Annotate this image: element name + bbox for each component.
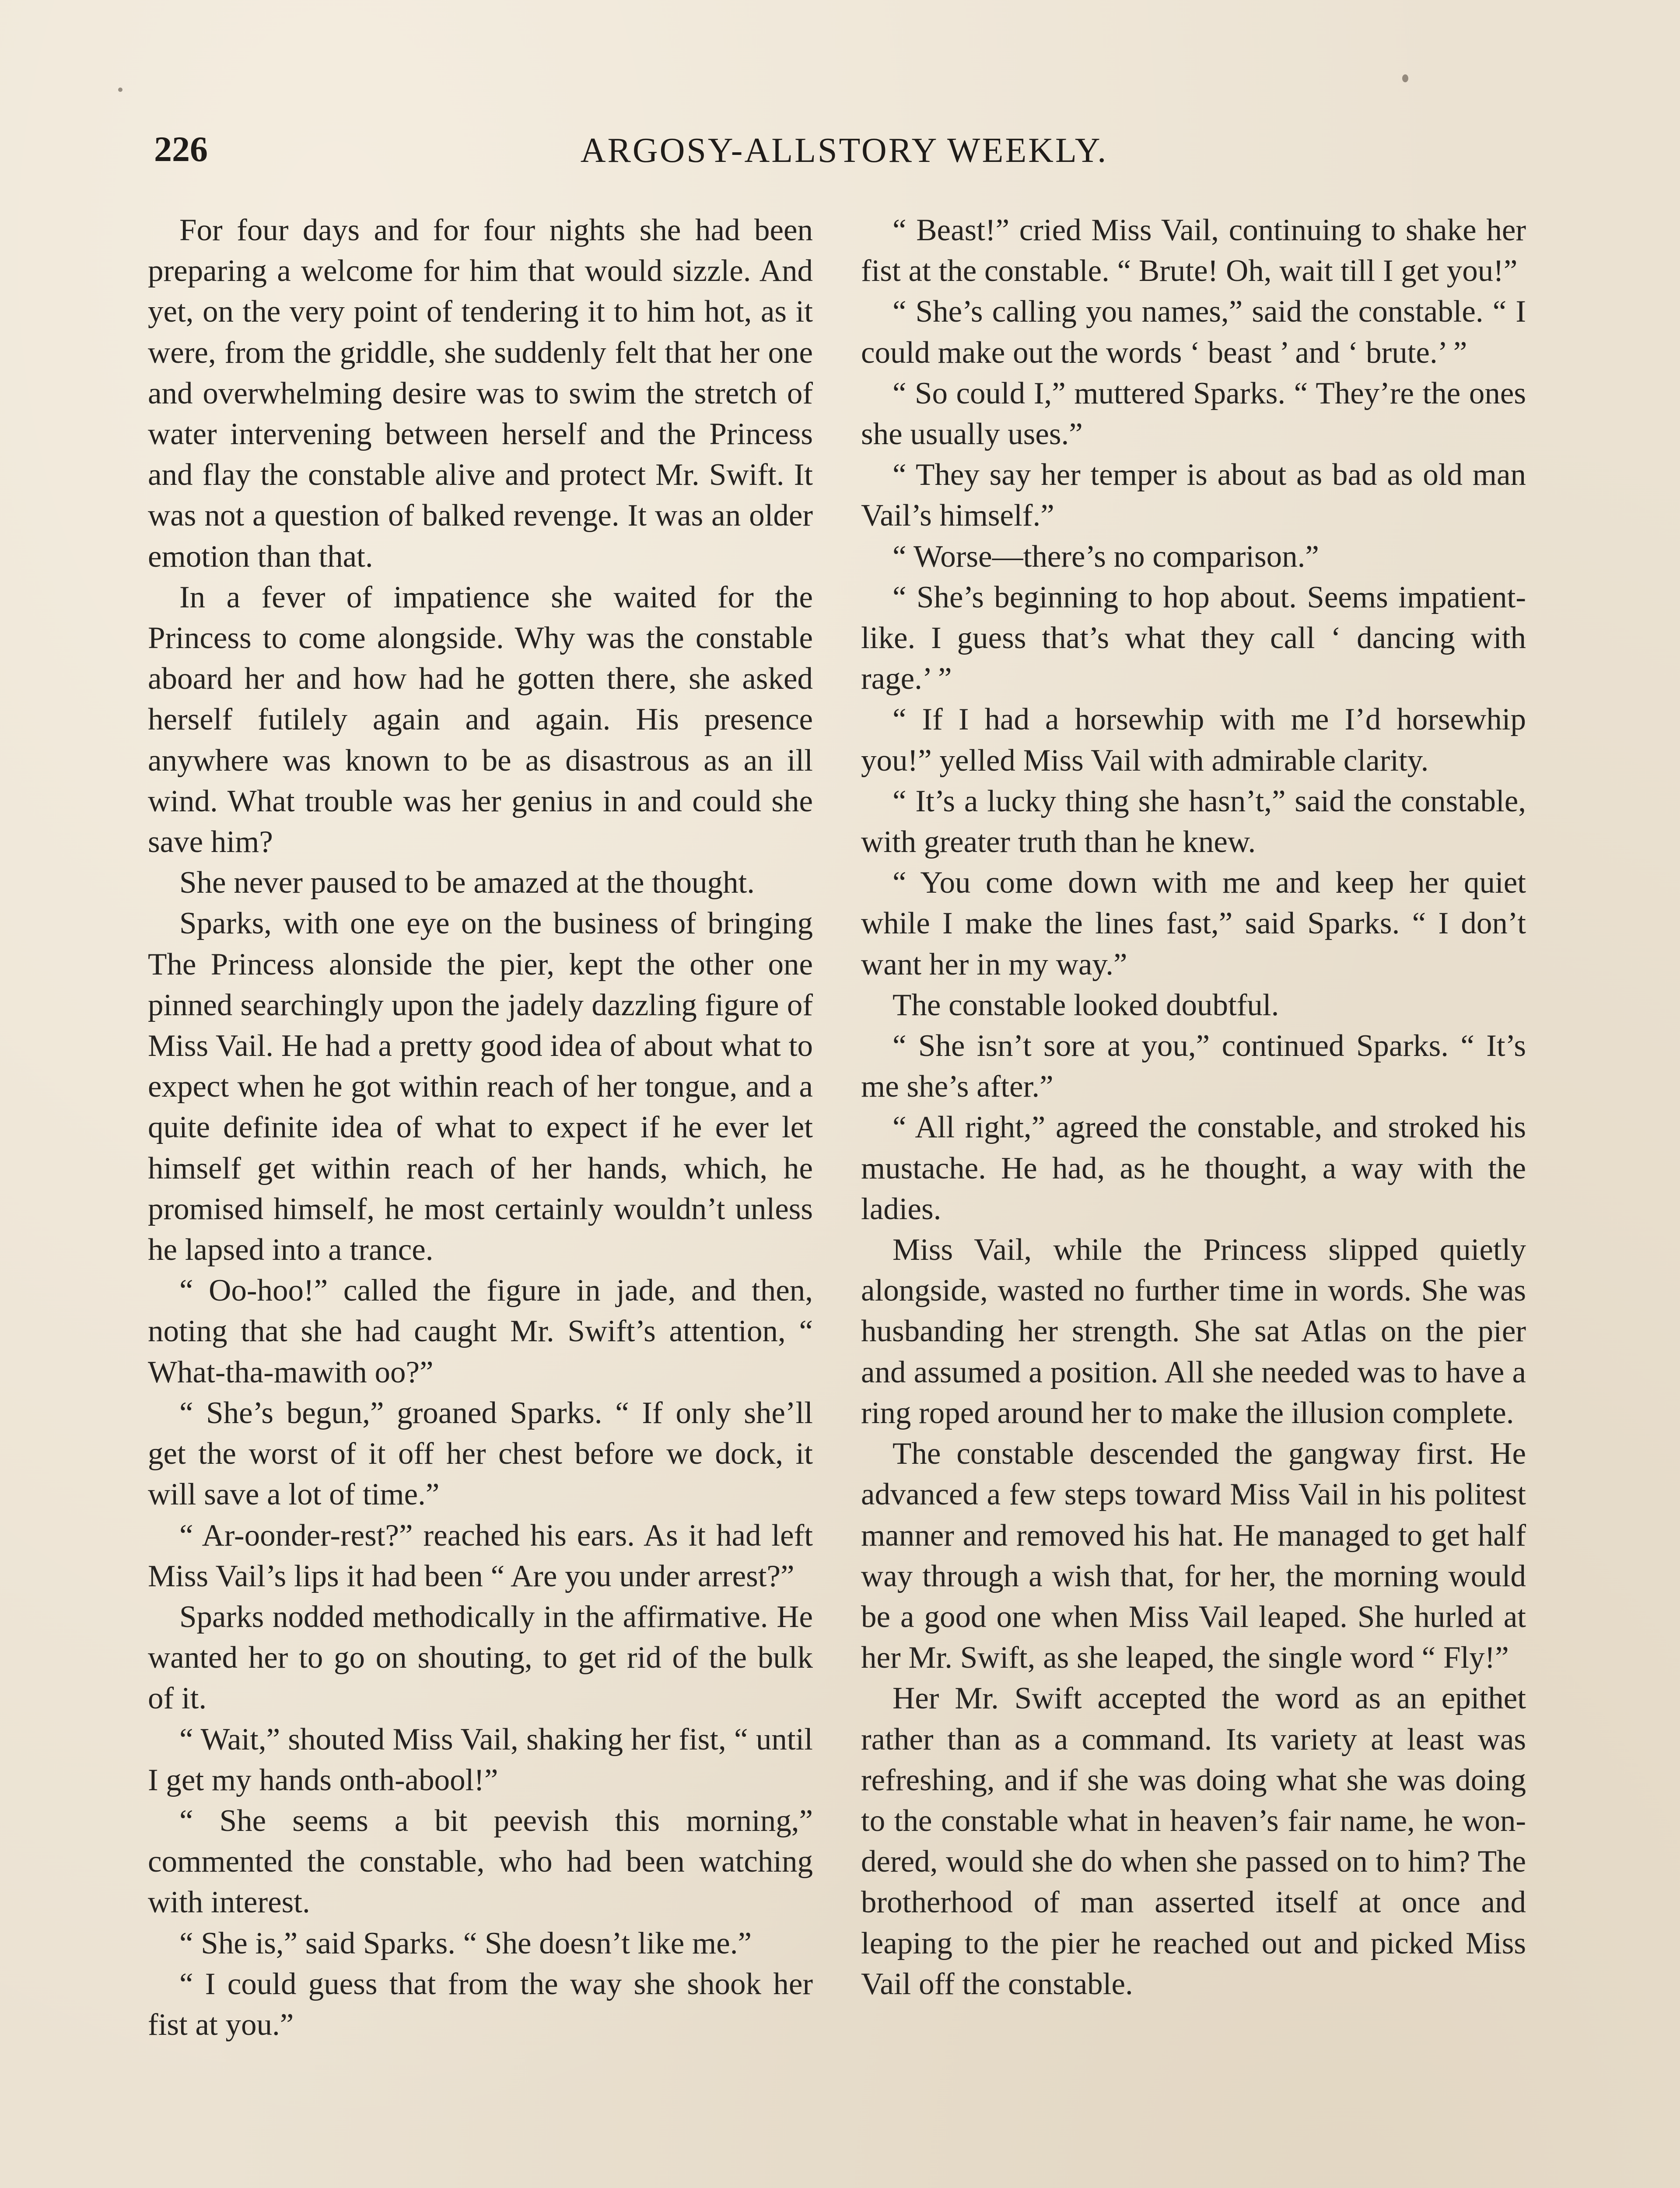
- paragraph: “ They say her temper is about as bad as old man Vail’s himself.”: [861, 458, 1526, 533]
- paper-speck: [118, 88, 122, 92]
- paragraph: “ It’s a lucky thing she hasn’t,” said the constable, with greater truth than he knew.: [861, 784, 1526, 859]
- paragraph: “ She isn’t sore at you,” continued Sparks. “ It’s me she’s after.”: [861, 1029, 1526, 1104]
- paragraph: Sparks, with one eye on the business of bringing The Princess alonside the pier, kept the other one pinned searchingly upon the jadely dazzling figure of Miss Vail. He had a pretty good idea of about what to expect when he got within reach of her tongue, and a quite definite idea of what to expect if he ever let himself get within reach of her hands, which, he promised himself, he most certainly wouldn’t unless he lapsed into a trance.: [148, 906, 813, 1267]
- paragraph: “ You come down with me and keep her quiet while I make the lines fast,” said Sparks. “ I don’t want her in my way.”: [861, 866, 1526, 982]
- paragraph: “ She’s beginning to hop about. Seems impatient-like. I guess that’s what they call ‘ dancing with rage.’ ”: [861, 580, 1526, 696]
- page-header: [154, 131, 1534, 184]
- running-head: ARGOSY-ALLSTORY WEEKLY.: [580, 131, 1108, 170]
- paragraph: “ She is,” said Sparks. “ She doesn’t like me.”: [179, 1926, 752, 1960]
- paragraph: In a fever of impatience she waited for the Princess to come alongside. Why was the constable aboard her and how had he gotten there, she asked herself futilely again and again. His presence anywhere was known to be as disastrous as an ill wind. What trouble was her genius in and could she save him?: [148, 580, 813, 859]
- paragraph: “ All right,” agreed the constable, and stroked his mustache. He had, as he thought, a way with the ladies.: [861, 1110, 1526, 1226]
- paragraph: “ If I had a horsewhip with me I’d horsewhip you!” yelled Miss Vail with admirable clarity.: [861, 702, 1526, 778]
- paragraph: The constable looked doubtful.: [892, 988, 1279, 1022]
- paragraph: “ She’s begun,” groaned Sparks. “ If only she’ll get the worst of it off her chest before we dock, it will save a lot of time.”: [148, 1396, 813, 1512]
- paragraph: “ I could guess that from the way she shook her fist at you.”: [148, 1967, 813, 2042]
- right-column: [861, 210, 1526, 2005]
- paper-speck: [1402, 74, 1408, 82]
- paragraph: “ Oo-hoo!” called the figure in jade, and then, noting that she had caught Mr. Swift’s attention, “ What-tha-mawith oo?”: [148, 1273, 813, 1389]
- paragraph: “ She seems a bit peevish this morning,” commented the constable, who had been watching with interest.: [148, 1803, 813, 1920]
- page-number: 226: [154, 129, 208, 169]
- paragraph: “ So could I,” muttered Sparks. “ They’re the ones she usually uses.”: [861, 376, 1526, 452]
- paragraph: “ She’s calling you names,” said the constable. “ I could make out the words ‘ beast ’ and ‘ brute.’ ”: [861, 295, 1526, 370]
- paragraph: “ Beast!” cried Miss Vail, continuing to shake her fist at the constable. “ Brute! Oh, wait till I get you!”: [861, 213, 1526, 288]
- paragraph: The constable descended the gangway first. He advanced a few steps toward Miss Vail in his politest manner and removed his hat. He managed to get half way through a wish that, for her, the morning would be a good one when Miss Vail leaped. She hurled at her Mr. Swift, as she leaped, the single word “ Fly!”: [861, 1437, 1526, 1675]
- paragraph: Sparks nodded methodically in the affirmative. He wanted her to go on shouting, to get rid of the bulk of it.: [148, 1599, 813, 1716]
- paragraph: She never paused to be amazed at the thought.: [179, 866, 755, 900]
- paragraph: For four days and for four nights she had been preparing a welcome for him that would sizzle. And yet, on the very point of tendering it to him hot, as it were, from the griddle, she suddenly felt that her one and overwhelming desire was to swim the stretch of water intervening between herself and the Princess and flay the constable alive and protect Mr. Swift. It was not a question of balked revenge. It was an older emotion than that.: [148, 213, 813, 574]
- paragraph: “ Wait,” shouted Miss Vail, shaking her fist, “ until I get my hands onth-abool!”: [148, 1722, 813, 1797]
- paragraph: “ Worse—there’s no comparison.”: [892, 539, 1319, 574]
- paragraph: Her Mr. Swift accepted the word as an epithet rather than as a command. Its variety at least was refreshing, and if she was doing what she was doing to the constable what in heaven’s fair name, he wondered, would she do when she passed on to him? The brotherhood of man asserted itself at once and leaping to the pier he reached out and picked Miss Vail off the constable.: [861, 1681, 1526, 2001]
- paragraph: “ Ar-oonder-rest?” reached his ears. As it had left Miss Vail’s lips it had been “ Are you under arrest?”: [148, 1518, 813, 1593]
- paragraph: Miss Vail, while the Princess slipped quietly alongside, wasted no further time in words. She was husbanding her strength. She sat Atlas on the pier and assumed a position. All she needed was to have a ring roped around her to make the illusion complete.: [861, 1233, 1526, 1430]
- left-column: [148, 210, 813, 2045]
